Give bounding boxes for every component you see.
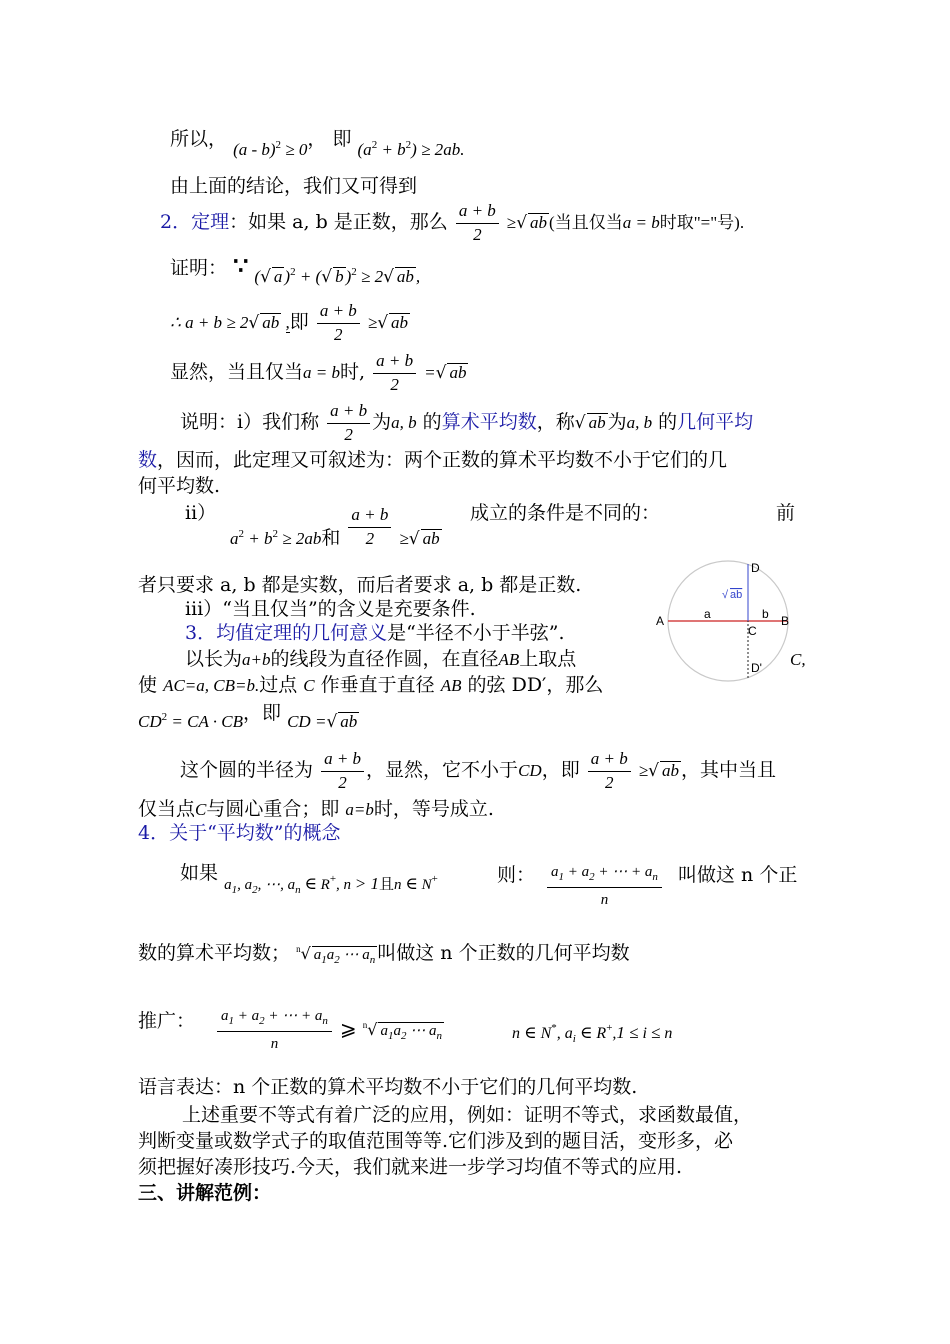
figure-label-D-prime: D' xyxy=(751,661,762,675)
theorem-title: 定理 xyxy=(191,211,230,234)
section-4-title: 4．关于“平均数”的概念 xyxy=(138,822,341,844)
section-4-line-b: 如果 $_{a_1, a_2, \cdots, a_n \in R^+, n > 1且n \in N^+}$ xyxy=(180,862,438,896)
figure-label-D: D xyxy=(751,561,760,575)
term-arithmetic-mean: 算术平均数 xyxy=(441,411,537,434)
note-2-formula: $a^2 + b^2 \ge 2ab$和 $\frac{a + b}{2}$ ≥√ ab xyxy=(230,505,440,550)
figure-label-A: A xyxy=(656,614,665,628)
proof-line: 证明： ∵ (√ a )$^2$ + (√ b )$^2$ ≥ 2√ ab , xyxy=(170,251,421,287)
proof-line-2: ∴ a + b ≥ 2√ ab ,即 $\frac{a + b}{2}$ ≥√ ab xyxy=(170,301,409,344)
section-3-line-b: 以长为a+b的线段为直径作圆，在直径AB上取点 xyxy=(185,648,577,670)
section-3-line-f: 仅当点C与圆心重合；即 a=b时，等号成立. xyxy=(138,798,494,820)
note-2-tail: 成立的条件是不同的： xyxy=(470,502,661,524)
section-heading-examples: 三、讲解范例： xyxy=(138,1182,272,1204)
figure-label-C: C xyxy=(748,624,757,638)
section-4-frac: $\frac{a_1 + a_2 + \cdots + a_n}{n}$ xyxy=(545,864,664,909)
section-3-line-d: $CD^2$ = CA · CB，即 CD =√ ab xyxy=(138,702,358,732)
theorem-line: 2．定理：如果 a, b 是正数，那么 $\frac{a + b}{2}$ ≥√ ab (当且仅当a = b时取"="号). xyxy=(160,201,745,244)
section-4-ze: 则： xyxy=(497,864,536,886)
note-3: ⅲ）“当且仅当”的含义是充要条件. xyxy=(185,598,476,620)
figure-label-b: b xyxy=(762,607,769,621)
figure-label-a: a xyxy=(704,607,711,621)
line-therefore: 所以， (a - b)$^2$ ≥ 0， 即 $(a^2 + b^2) \ge 2ab$. xyxy=(170,128,465,159)
note-1-cont: 数，因而，此定理又可叙述为：两个正数的算术平均数不小于它们的几 xyxy=(138,449,728,471)
section-4-line-c: 数的算术平均数； $^n$√ $a_1a_2$ ⋯ $a_n$ 叫做这 n 个正数的几何平均数 xyxy=(138,942,630,966)
note-2-qian: 前 xyxy=(776,502,796,524)
obvious-line: 显然，当且仅当a = b时, $\frac{a + b}{2}$ =√ ab xyxy=(170,351,467,394)
section-3-point-c: C, xyxy=(790,650,806,669)
generalization-condition: n ∈ N*, $a_i$ ∈ R+,1 ≤ i ≤ n xyxy=(512,1022,673,1045)
section-3-line-c: 使 AC=a, CB=b.过点 C 作垂直于直径 AB 的弦 DD′，那么 xyxy=(138,674,604,696)
note-1-last: 何平均数. xyxy=(138,475,221,497)
section-3-title: 3．均值定理的几何意义是“半径不小于半弦”. xyxy=(185,622,565,644)
generalization-formula: $\frac{a_1 + a_2 + \cdots + a_n}{n}$ ⩾ $^n$√ $a_1a_2$ ⋯ $a_n$ xyxy=(215,1008,444,1053)
figure-label-B: B xyxy=(781,614,790,628)
line-conclusion: 由上面的结论，我们又可得到 xyxy=(170,175,418,197)
circle-figure xyxy=(650,560,800,685)
paragraph-line-3: 须把握好凑形技巧.今天，我们就来进一步学习均值不等式的应用. xyxy=(138,1156,683,1178)
note-1: 说明：ⅰ）我们称 $\frac{a + b}{2}$ 为a, b 的算术平均数，称√ ab 为a, b 的几何平均 xyxy=(180,401,754,444)
section-4-tail: 叫做这 n 个正 xyxy=(678,864,798,886)
term-geometric-mean: 几何平均 xyxy=(677,411,754,434)
generalization-label: 推广： xyxy=(138,1010,196,1032)
figure-label-sqrt: √ xyxy=(722,589,729,601)
figure-label-ab: ab xyxy=(730,589,743,601)
paragraph-line-1: 上述重要不等式有着广泛的应用，例如：证明不等式，求函数最值， xyxy=(182,1104,753,1126)
paragraph-line-2: 判断变量或数学式子的取值范围等等.它们涉及到的题目活，变形多，必 xyxy=(138,1130,734,1152)
note-2-line2: 者只要求 a, b 都是实数，而后者要求 a, b 都是正数. xyxy=(138,574,582,596)
language-statement: 语言表达：n 个正数的算术平均数不小于它们的几何平均数. xyxy=(138,1076,638,1098)
note-2-lead: ⅱ） xyxy=(185,502,217,524)
section-3-line-e: 这个圆的半径为 $\frac{a + b}{2}$ ，显然，它不小于CD，即 $\frac{a + b}{2}$ ≥√ ab ，其中当且 xyxy=(180,749,776,792)
